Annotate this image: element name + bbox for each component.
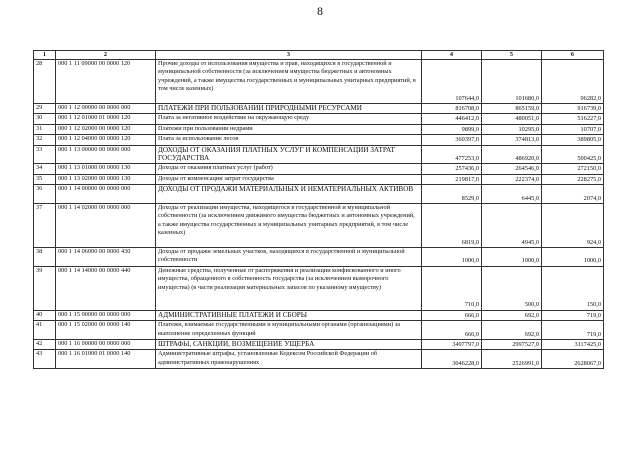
value-cell-col5: 264546,0	[482, 164, 542, 174]
page-number: 8	[317, 4, 323, 18]
budget-code-cell: 000 1 12 01000 01 0000 120	[56, 114, 156, 124]
row-number-cell: 34	[34, 164, 56, 174]
revenue-name-cell: Плата за использование лесов	[156, 135, 422, 145]
row-number-cell: 30	[34, 114, 56, 124]
budget-code-cell: 000 1 15 00000 00 0000 000	[56, 310, 156, 320]
budget-code-cell: 000 1 12 02000 00 0000 120	[56, 124, 156, 134]
value-cell-col4: 257436,0	[422, 164, 482, 174]
value-cell-col4: 666,0	[422, 310, 482, 320]
revenue-name-cell: ПЛАТЕЖИ ПРИ ПОЛЬЗОВАНИИ ПРИРОДНЫМИ РЕСУРСАМИ	[156, 104, 422, 114]
row-number-cell: 42	[34, 339, 56, 349]
revenue-name-cell: Доходы от компенсации затрат государства	[156, 174, 422, 184]
value-cell-col4: 8529,0	[422, 185, 482, 204]
budget-code-cell: 000 1 13 02000 00 0000 130	[56, 174, 156, 184]
table-row	[34, 60, 604, 104]
value-cell-col4: 666,0	[422, 321, 482, 340]
value-cell-col4: 219817,0	[422, 174, 482, 184]
value-cell-col4: 3046228,0	[422, 350, 482, 369]
value-cell-col5: 222374,0	[482, 174, 542, 184]
row-number-cell: 31	[34, 124, 56, 134]
budget-code-cell: 000 1 12 04000 00 0000 120	[56, 135, 156, 145]
value-cell-col6: 1000,0	[542, 247, 604, 266]
budget-code-cell: 000 1 14 06000 00 0000 430	[56, 247, 156, 266]
value-cell-col4: 477253,0	[422, 145, 482, 164]
table-row	[34, 203, 604, 247]
revenue-name-cell: ДОХОДЫ ОТ ПРОДАЖИ МАТЕРИАЛЬНЫХ И НЕМАТЕРИАЛЬНЫХ АКТИВОВ	[156, 185, 422, 204]
table-row	[34, 104, 604, 114]
row-number-cell: 29	[34, 104, 56, 114]
table-row	[34, 185, 604, 204]
value-cell-col5: 480051,0	[482, 114, 542, 124]
row-number-cell: 38	[34, 247, 56, 266]
table-row	[34, 321, 604, 340]
value-cell-col5: 500,0	[482, 266, 542, 310]
table-row	[34, 135, 604, 145]
revenue-name-cell: ДОХОДЫ ОТ ОКАЗАНИЯ ПЛАТНЫХ УСЛУГ И КОМПЕНСАЦИИ ЗАТРАТ ГОСУДАРСТВА	[156, 145, 422, 164]
budget-code-cell: 000 1 14 14000 00 0000 440	[56, 266, 156, 310]
budget-code-cell: 000 1 16 00000 00 0000 000	[56, 339, 156, 349]
value-cell-col6: 150,0	[542, 266, 604, 310]
table-row	[34, 174, 604, 184]
value-cell-col6: 389805,0	[542, 135, 604, 145]
table-row	[34, 350, 604, 369]
budget-code-cell: 000 1 12 00000 00 0000 000	[56, 104, 156, 114]
value-cell-col5: 1000,0	[482, 247, 542, 266]
value-cell-col5: 692,0	[482, 310, 542, 320]
value-cell-col5: 486920,0	[482, 145, 542, 164]
revenue-name-cell: Платежи при пользовании недрами	[156, 124, 422, 134]
value-cell-col5: 6445,0	[482, 185, 542, 204]
header-cell: 2	[56, 51, 156, 60]
value-cell-col4: 816708,0	[422, 104, 482, 114]
table-row	[34, 145, 604, 164]
revenue-name-cell: Доходы от реализации имущества, находящегося в государственной и муниципальной собственности (за исключением движимого имущества бюджетных и автономных учреждений, а также имущества государственных и муниципальных унитарных предприятий, в том числе казенных)	[156, 203, 422, 247]
value-cell-col4: 9899,0	[422, 124, 482, 134]
value-cell-col6: 2074,0	[542, 185, 604, 204]
row-number-cell: 32	[34, 135, 56, 145]
value-cell-col6: 10707,0	[542, 124, 604, 134]
value-cell-col6: 96282,0	[542, 60, 604, 104]
header-cell: 5	[482, 51, 542, 60]
value-cell-col6: 916739,0	[542, 104, 604, 114]
revenue-name-cell: Доходы от оказания платных услуг (работ)	[156, 164, 422, 174]
revenue-name-cell: Административные штрафы, установленные Кодексом Российской Федерации об административных правонарушениях	[156, 350, 422, 369]
value-cell-col5: 2526991,0	[482, 350, 542, 369]
row-number-cell: 39	[34, 266, 56, 310]
revenue-name-cell: Прочие доходы от использования имущества и прав, находящихся в государственной и муниципальной собственности (за исключением имущества бюджетных и автономных учреждений, а также имущества государственных и муниципальных унитарных предприятий, в том числе казенных)	[156, 60, 422, 104]
value-cell-col6: 272150,0	[542, 164, 604, 174]
revenue-name-cell: АДМИНИСТРАТИВНЫЕ ПЛАТЕЖИ И СБОРЫ	[156, 310, 422, 320]
table-row	[34, 124, 604, 134]
header-cell: 4	[422, 51, 482, 60]
row-number-cell: 40	[34, 310, 56, 320]
value-cell-col6: 2628067,0	[542, 350, 604, 369]
revenue-name-cell: Платежи, взимаемые государственными и муниципальными органами (организациями) за выполнение определенных функций	[156, 321, 422, 340]
value-cell-col6: 3117425,0	[542, 339, 604, 349]
revenue-name-cell: Денежные средства, полученные от распоряжения и реализации конфискованного и иного имущества, обращенного в собственность государства (за исключением выморочного имущества) (в части реализации материальных запасов по указанному имуществу)	[156, 266, 422, 310]
budget-code-cell: 000 1 13 00000 00 0000 000	[56, 145, 156, 164]
header-cell: 3	[156, 51, 422, 60]
value-cell-col4: 446412,0	[422, 114, 482, 124]
budget-table	[33, 50, 604, 369]
table-header-row	[34, 51, 604, 60]
value-cell-col6: 500425,0	[542, 145, 604, 164]
value-cell-col4: 360397,0	[422, 135, 482, 145]
row-number-cell: 36	[34, 185, 56, 204]
budget-code-cell: 000 1 14 00000 00 0000 000	[56, 185, 156, 204]
value-cell-col6: 516227,0	[542, 114, 604, 124]
budget-code-cell: 000 1 15 02000 00 0000 140	[56, 321, 156, 340]
value-cell-col6: 924,0	[542, 203, 604, 247]
table-row	[34, 247, 604, 266]
value-cell-col6: 228275,0	[542, 174, 604, 184]
revenue-name-cell: Доходы от продажи земельных участков, находящихся в государственной и муниципальной собственности	[156, 247, 422, 266]
value-cell-col5: 865159,0	[482, 104, 542, 114]
row-number-cell: 33	[34, 145, 56, 164]
header-cell: 1	[34, 51, 56, 60]
value-cell-col5: 4945,0	[482, 203, 542, 247]
header-cell: 6	[542, 51, 604, 60]
row-number-cell: 37	[34, 203, 56, 247]
value-cell-col5: 692,0	[482, 321, 542, 340]
budget-code-cell: 000 1 11 09000 00 0000 120	[56, 60, 156, 104]
value-cell-col5: 101680,0	[482, 60, 542, 104]
value-cell-col6: 719,0	[542, 321, 604, 340]
value-cell-col4: 107644,0	[422, 60, 482, 104]
budget-code-cell: 000 1 13 01000 00 0000 130	[56, 164, 156, 174]
value-cell-col5: 374813,0	[482, 135, 542, 145]
table-row	[34, 266, 604, 310]
table-row	[34, 339, 604, 349]
revenue-name-cell: ШТРАФЫ, САНКЦИИ, ВОЗМЕЩЕНИЕ УЩЕРБА	[156, 339, 422, 349]
value-cell-col4: 1000,0	[422, 247, 482, 266]
table-row	[34, 164, 604, 174]
budget-code-cell: 000 1 16 01000 01 0000 140	[56, 350, 156, 369]
row-number-cell: 35	[34, 174, 56, 184]
value-cell-col4: 3497797,0	[422, 339, 482, 349]
value-cell-col5: 2997527,0	[482, 339, 542, 349]
budget-code-cell: 000 1 14 02000 00 0000 000	[56, 203, 156, 247]
value-cell-col6: 719,0	[542, 310, 604, 320]
table-row	[34, 310, 604, 320]
value-cell-col4: 6819,0	[422, 203, 482, 247]
table-row	[34, 114, 604, 124]
revenue-name-cell: Плата за негативное воздействие на окружающую среду	[156, 114, 422, 124]
row-number-cell: 43	[34, 350, 56, 369]
value-cell-col5: 10295,0	[482, 124, 542, 134]
value-cell-col4: 710,0	[422, 266, 482, 310]
row-number-cell: 28	[34, 60, 56, 104]
row-number-cell: 41	[34, 321, 56, 340]
